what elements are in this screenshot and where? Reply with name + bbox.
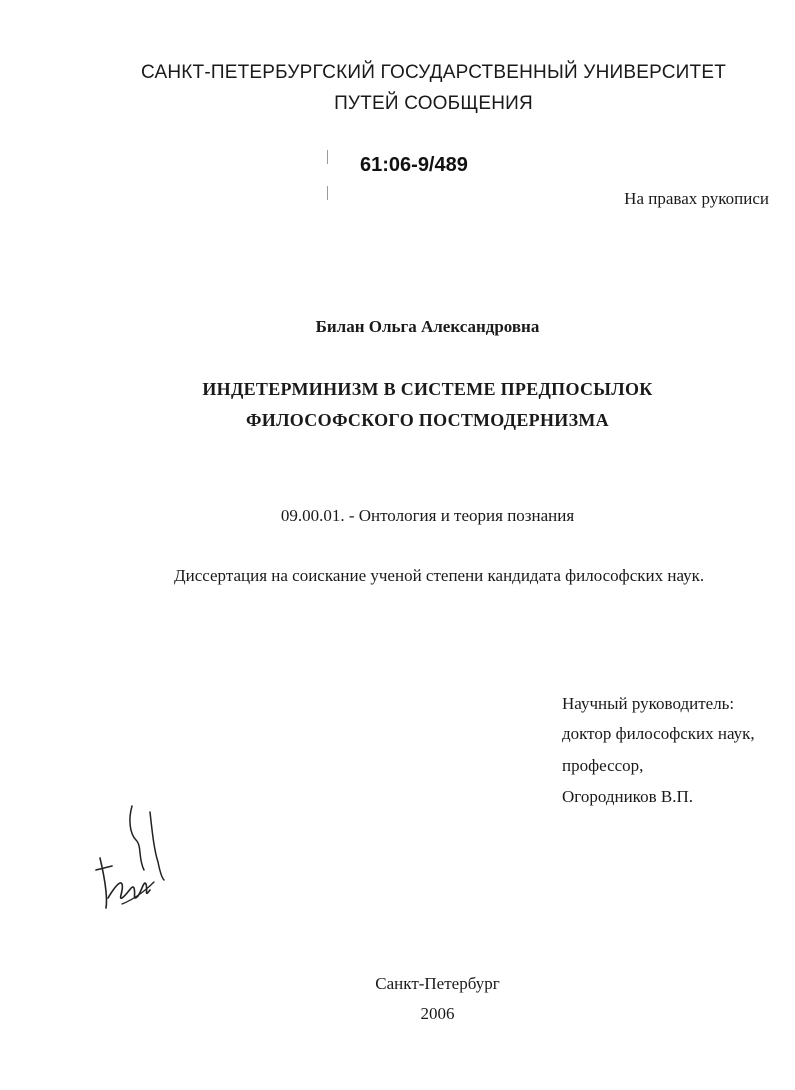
publication-year: 2006: [420, 1004, 455, 1023]
thesis-statement: Диссертация на соискание ученой степени кандидата философских наук.: [174, 566, 705, 585]
university-name-line1: САНКТ-ПЕТЕРБУРГСКИЙ ГОСУДАРСТВЕННЫЙ УНИВЕРСИТЕТ: [140, 62, 727, 83]
supervisor-rank: профессор,: [562, 756, 644, 775]
scan-mark: [327, 186, 328, 200]
university-name-line2: ПУТЕЙ СООБЩЕНИЯ: [334, 93, 533, 114]
thesis-title-line2: ФИЛОСОФСКОГО ПОСТМОДЕРНИЗМА: [246, 410, 609, 430]
publication-city: Санкт-Петербург: [375, 974, 500, 993]
supervisor-heading: Научный руководитель:: [562, 694, 735, 713]
thesis-title-line1: ИНДЕТЕРМИНИЗМ В СИСТЕМЕ ПРЕДПОСЫЛОК: [202, 379, 653, 399]
handwritten-signature-icon: [92, 800, 172, 915]
supervisor-name: Огородников В.П.: [562, 787, 693, 806]
catalog-number: 61:06-9/489: [360, 154, 468, 176]
specialty-code: 09.00.01. - Онтология и теория познания: [280, 506, 575, 525]
rights-note: На правах рукописи: [624, 189, 769, 208]
scan-mark: [327, 150, 328, 164]
supervisor-degree: доктор философских наук,: [562, 724, 755, 743]
author-name: Билан Ольга Александровна: [315, 317, 540, 336]
